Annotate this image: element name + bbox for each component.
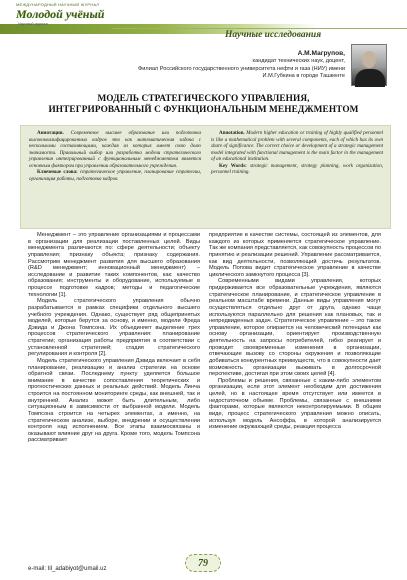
keywords-ru [29,169,201,182]
abstract-ru [29,130,201,182]
journal-logo [16,2,105,30]
author-email: e-mail: til_adabiyot@umail.uz [28,566,107,572]
section-title: Научные исследования [225,30,322,40]
article-title-line1: МОДЕЛЬ СТРАТЕГИЧЕСКОГО УПРАВЛЕНИЯ, [97,94,310,104]
author-photo [351,44,387,86]
author-affiliation: Филиал Российского государственного университета нефти и газа (НИУ) имени [138,66,345,72]
keywords-en-text: strategic management, strategy planning, work organization, personnel training. [211,162,383,176]
logo-top-text: МЕЖДУНАРОДНЫЙ НАУЧНЫЙ ЖУРНАЛ [16,2,100,7]
abstract-en [211,130,383,176]
abstract-en-label: Annotation. [219,130,245,136]
header-rule [112,28,407,29]
abstract-en-text: Modern higher education or training of highly qualified personnel is like a mathematical problem with several components, each of which has its own share of significance. The correct choice or development of a strategic management model integrated with functional management is the main factor in the management of an educational institution. [211,130,383,163]
author-photo-head [362,51,376,68]
body-column-right [209,232,381,431]
keywords-en-label: Key Words: [219,162,247,169]
page-number: 79 [185,554,221,572]
author-name: А.М.Магрупов, [297,50,345,57]
author-photo-body [355,69,385,87]
keywords-en [211,163,383,176]
body-paragraph: Модель стратегического управления обычно разрабатывается в рамках специфики отдельного высшего учебного учреждения. Однако, существует ряд общепринятых моделей, которые берутся за основу, и именно, модели Фреда Дэвида и Джона Томпсона. Их объединяет выделение трех процессов стратегического управления: планирование стратегии; организация работы предприятия в соответствии с установленной стратегией; стадия стратегического регулирования и контроля [2]. [28,298,200,358]
body-paragraph: Модель стратегического управления Дэвида включает в себя планирование, реализацию и анализ стратегии на основе обратной связи. Последнему пункту уделяется большое внимание в качестве сопоставления теоретических и прогностических данных и реальных действий. Модель Линча строится на постоянном мониторинге среды, как внешней, так и внутренней. Анализ может быть длительным, либо ситуационным в зависимости от выбранной модели. Модель Томпсона строится на четырех элементах, а именно, на стратегическом анализе, выборе, внедрении и осуществлении контроля над исполнением. Все этапы взаимосвязаны и оказывают влияние друг на друга. Кроме того, модель Томпсона рассматривает [28,357,200,444]
abstract-ru-text: Современное высшее образование или подготовка высококвалифицированных кадров это как математическая задача с несколькими составляющими, каждая из которых имеет свою долю значимости. Правильный выбор или разработка модели стратегического управления интегрированный с функциональным менеджментом является основным фактором при управлении образовательного учреждения. [29,130,201,169]
keywords-ru-text: стратегическое управление, планирование стратегии, организация работы, подготовка кадров. [29,169,201,182]
keywords-ru-label: Ключевые слова: [37,169,78,176]
author-degree: кандидат технических наук, доцент, [252,58,345,64]
body-column-left [28,232,200,444]
abstract-box [20,125,391,229]
abstract-ru-label: Аннотация. [37,130,64,136]
body-paragraph: предприятие в качестве системы, состоящей из элементов, для каждого из которых применяется стратегическое управление. Так же компания представляется, как совокупность процессов по принятию и реализации решений. Управление рассматривается, как вид деятельности, позволяющий достичь результатов. Модель Попова видит стратегическое управление в качестве циклического замкнутого процесса [3]. [209,232,381,278]
logo-main-text: Молодой учёный [16,7,105,21]
author-affiliation-city: И.М.Губкина в городе Ташкенте [262,73,345,79]
body-paragraph: Современными видами управления, которых придерживается все образовательные учреждения, являются стратегическое планирование, и стратегическое управление в реальном масштабе времени. Данные виды управления могут осуществляться отдельно друг от друга, однако чаще используются параллельно для решения как плановых, так и непредвиденных задач. Стратегическое управление – это такое управление, которое опирается на человеческий потенциал как основу организации, ориентирует производственную деятельность на запросы потребителей, гибко реагирует и проводит своевременные изменения в организации, отвечающие вызову со стороны окружения и позволяющие добиваться конкурентных преимуществ, что в совокупности дает возможность организации выживать в долгосрочной перспективе, достигая при этом своих целей [4]. [209,278,381,378]
body-paragraph: Проблемы и решения, связанные с каким-либо элементом организации, если этот элемент необходим для достижения целей, но в настоящее время отсутствует или имеется в недостаточном объеме. Проблемы, связанные с внешними факторами, которые являются неконтролируемыми. В общем виде, процесс стратегического управления можно описать, используя модель Ансоффа, в которой анализируется изменение окружающей среды, реакция процесса [209,377,381,431]
body-paragraph: Менеджмент – это управление организациями и процессами в организации для реализации поставленных целей. Виды менеджмента различаются по: сфере деятельности; объекту управления; признаку объекта; признаку содержания. Рассмотрим менеджмент развития для высшего образования (R&D менеджмент; инновационный менеджмент) – исследование и развитие таких компонентов, как: качество образования; инструменты и оборудование, используемые в процессе подготовке кадров; методы и педагогические технологии [1]. [28,232,200,298]
article-title-line2: ИНТЕГРИРОВАННЫЙ С ФУНКЦИОНАЛЬНЫМ МЕНЕДЖМЕНТОМ [48,105,359,115]
logo-sub-text: Научный журнал [18,22,48,26]
